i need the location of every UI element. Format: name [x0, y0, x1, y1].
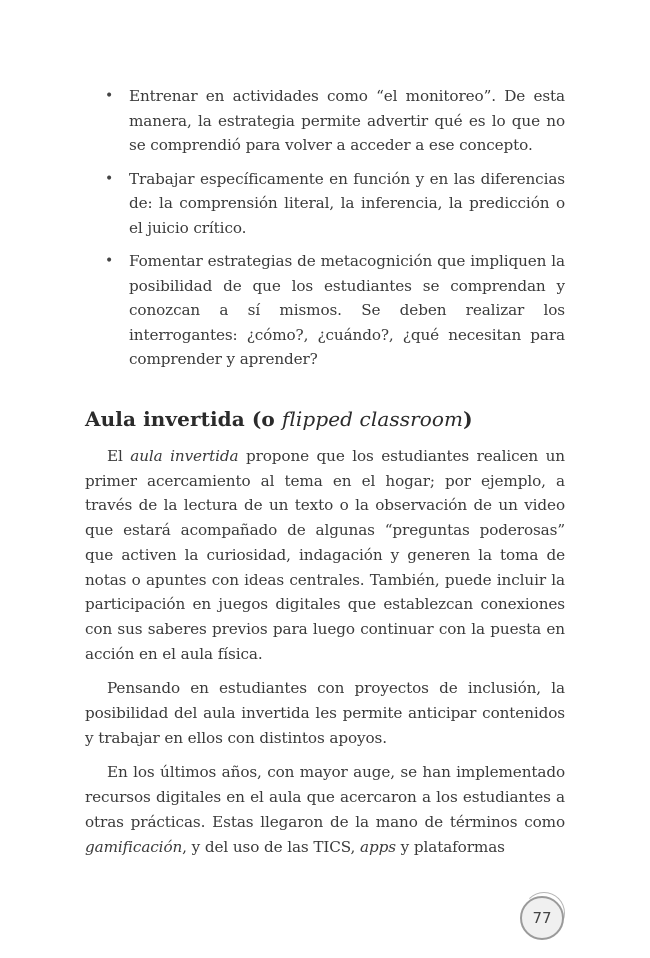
paragraph: Pensando en estudiantes con proyectos de inclusión, la posibilidad del aula invertida les permite anticipar contenidos y trabajar en ellos con distintos apoyos. [85, 679, 565, 747]
section-heading [85, 407, 565, 431]
body-text [85, 444, 565, 869]
list-item [85, 249, 565, 372]
italic-term: aula invertida [130, 447, 239, 465]
list-item-text: Entrenar en actividades como “el monitoreo”. De esta manera, la estrategia permite advertir qué es lo que no se comprendió para volver a acceder a ese concepto. [129, 87, 565, 154]
bullet-marker: • [105, 88, 114, 104]
italic-term: apps [360, 837, 396, 856]
page-number-badge [520, 896, 564, 940]
bullet-marker: • [105, 253, 114, 269]
paragraph-text: propone que los estudiantes realicen un primer acercamiento al tema en el hogar; por ejemplo, a través de la lectura de un texto o la observación de un video que estará acompañado de algunas “preguntas poderosas” que activen la curiosidad, indagación y generen la toma de notas o apuntes con ideas centrales. También, puede incluir la participación en juegos digitales que establezcan conexiones con sus saberes previos para luego continuar con la puesta en acción en el aula física. [85, 447, 565, 663]
page-number: 77 [532, 909, 552, 927]
paragraph-text: y plataformas [395, 837, 505, 856]
list-item-text: Trabajar específicamente en función y en las diferencias de: la comprensión literal, la inferencia, la predicción o el juicio crítico. [129, 169, 565, 237]
paragraph [85, 444, 565, 666]
paragraph-text: El [107, 447, 131, 465]
list-item-text: Fomentar estrategias de metacognición que impliquen la posibilidad de que los estudiantes se comprendan y conozcan a sí mismos. Se deben realizar los interrogantes: ¿cómo?, ¿cuándo?, ¿qué necesitan para comprender y aprender? [129, 252, 565, 368]
bullet-list [85, 84, 565, 381]
bullet-marker: • [105, 170, 114, 187]
paragraph [85, 760, 565, 859]
heading-text-end: ) [463, 407, 473, 431]
paragraph-text: , y del uso de las TICS, [182, 837, 361, 856]
list-item [85, 84, 565, 158]
italic-term: gamificación [85, 837, 183, 856]
heading-italic-term: flipped classroom [281, 407, 464, 431]
heading-text: Aula invertida (o [85, 407, 282, 431]
paragraph-text: En los últimos años, con mayor auge, se han implementado recursos digitales en el aula que acercaron a los estudiantes a otras prácticas. Estas llegaron de la mano de términos como [85, 763, 565, 831]
list-item [85, 167, 565, 241]
